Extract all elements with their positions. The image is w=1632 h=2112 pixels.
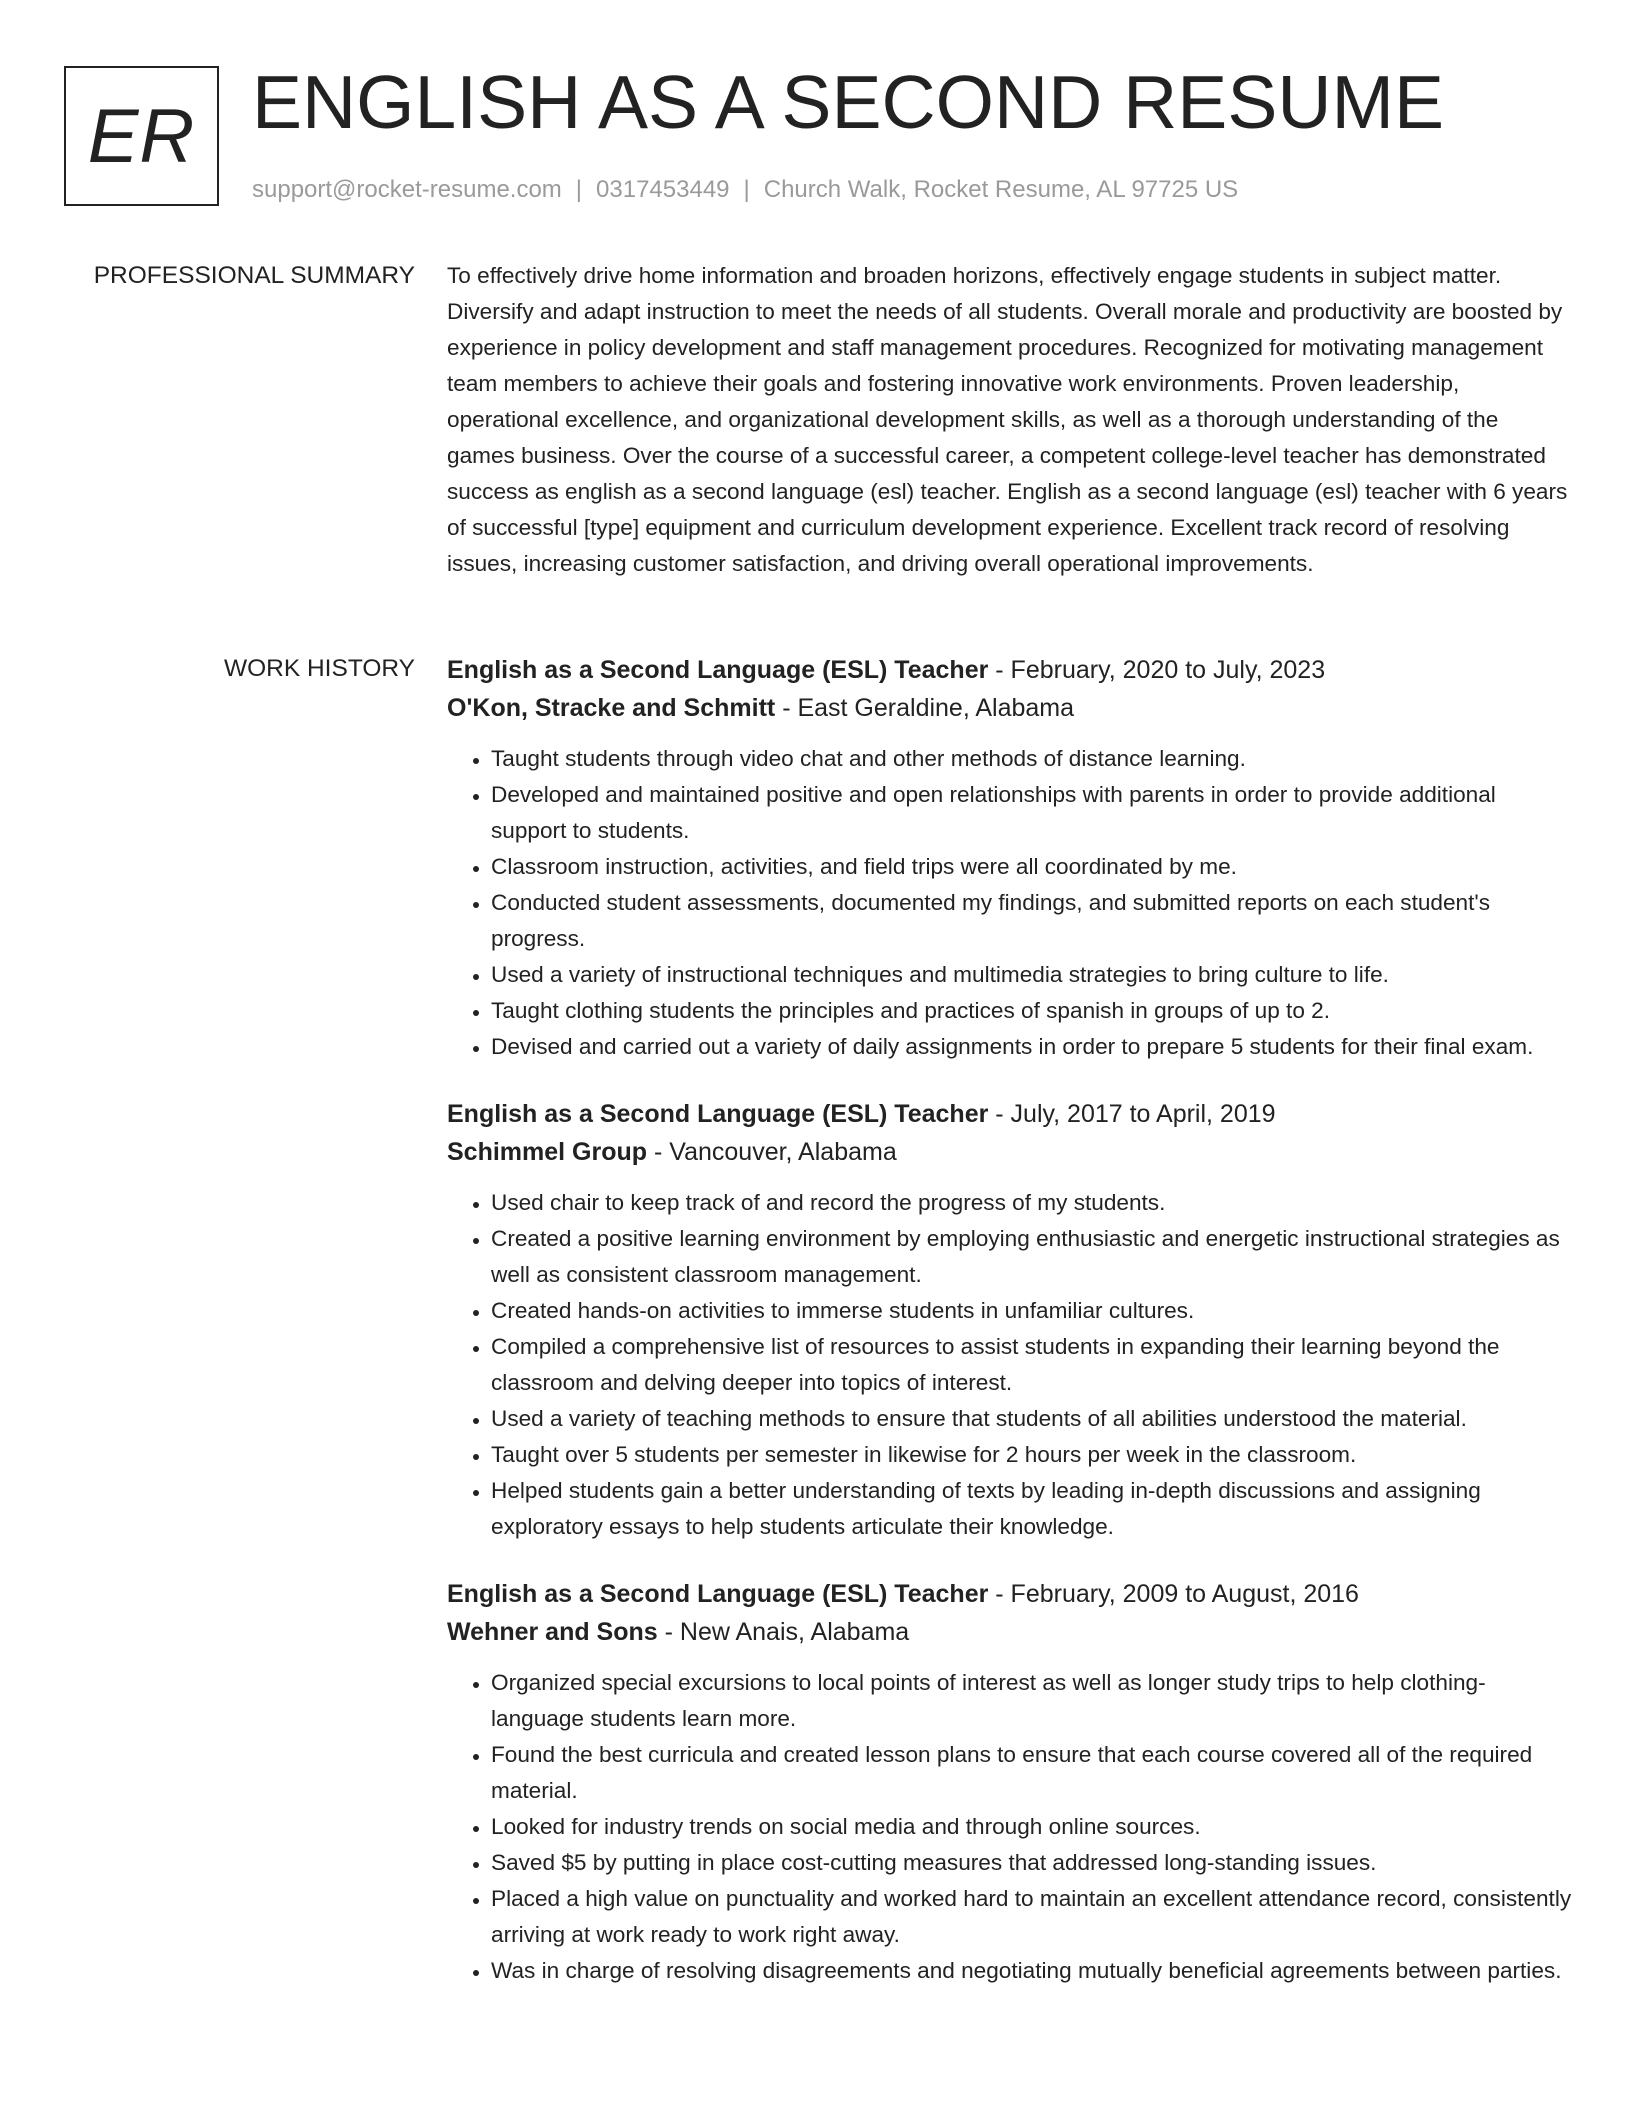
job-entry bbox=[447, 651, 1572, 1065]
job-entry bbox=[447, 1575, 1572, 1989]
job-dates: - July, 2017 to April, 2019 bbox=[988, 1100, 1276, 1128]
job-bullet-list bbox=[447, 741, 1572, 1065]
job-bullet: • Helped students gain a better understanding of texts by leading in-depth discussions and assigning exploratory essays to help students articulate their knowledge. bbox=[491, 1473, 1572, 1545]
job-location: - Vancouver, Alabama bbox=[647, 1138, 897, 1166]
contact-address: Church Walk, Rocket Resume, AL 97725 US bbox=[763, 176, 1239, 203]
summary-text: To effectively drive home information and broaden horizons, effectively engage students in subject matter. Diversify and adapt instruction to meet the needs of all students. Overall morale and productivity are boosted by experience in policy development and staff management procedures. Recognized for motivating management team members to achieve their goals and fostering innovative work environments. Proven leadership, operational excellence, and organizational development skills, as well as a thorough understanding of the games business. Over the course of a successful career, a competent college-level teacher has demonstrated success as english as a second language (esl) teacher. English as a second language (esl) teacher with 6 years of successful [type] equipment and curriculum development experience. Excellent track record of resolving issues, increasing customer satisfaction, and driving overall operational improvements. bbox=[447, 263, 1568, 576]
summary-heading: PROFESSIONAL SUMMARY bbox=[93, 262, 415, 289]
job-bullet: • Taught students through video chat and other methods of distance learning. bbox=[491, 741, 1572, 777]
job-company-line bbox=[447, 1613, 1572, 1651]
job-bullet: • Compiled a comprehensive list of resources to assist students in expanding their learning beyond the classroom and delving deeper into topics of interest. bbox=[491, 1329, 1572, 1401]
contact-phone: 0317453449 bbox=[596, 176, 730, 203]
job-title: English as a Second Language (ESL) Teacher bbox=[447, 656, 989, 684]
job-title: English as a Second Language (ESL) Teacher bbox=[447, 1580, 989, 1608]
job-bullet: • Organized special excursions to local points of interest as well as longer study trips to help clothing-language students learn more. bbox=[491, 1665, 1572, 1737]
job-bullet: • Used chair to keep track of and record the progress of my students. bbox=[491, 1185, 1572, 1221]
job-company: Wehner and Sons bbox=[447, 1618, 658, 1646]
contact-line bbox=[252, 174, 1238, 206]
job-bullet: • Was in charge of resolving disagreements and negotiating mutually beneficial agreements between parties. bbox=[491, 1953, 1572, 1989]
work-history-heading: WORK HISTORY bbox=[223, 655, 415, 682]
job-bullet: • Taught clothing students the principles and practices of spanish in groups of up to 2. bbox=[491, 993, 1572, 1029]
job-title-line bbox=[447, 1575, 1572, 1613]
job-bullet: • Saved $5 by putting in place cost-cutting measures that addressed long-standing issues. bbox=[491, 1845, 1572, 1881]
job-company-line bbox=[447, 689, 1572, 727]
job-bullet: • Used a variety of teaching methods to ensure that students of all abilities understood the material. bbox=[491, 1401, 1572, 1437]
job-bullet: • Classroom instruction, activities, and field trips were all coordinated by me. bbox=[491, 849, 1572, 885]
job-title: English as a Second Language (ESL) Teacher bbox=[447, 1100, 989, 1128]
contact-email: support@rocket-resume.com bbox=[252, 176, 562, 203]
job-company: Schimmel Group bbox=[447, 1138, 648, 1166]
job-entry bbox=[447, 1095, 1572, 1545]
job-bullet: • Conducted student assessments, documented my findings, and submitted reports on each student's progress. bbox=[491, 885, 1572, 957]
job-bullet: • Developed and maintained positive and open relationships with parents in order to provide additional support to students. bbox=[491, 777, 1572, 849]
job-bullet: • Placed a high value on punctuality and worked hard to maintain an excellent attendance record, consistently arriving at work ready to work right away. bbox=[491, 1881, 1572, 1953]
job-location: - New Anais, Alabama bbox=[657, 1618, 910, 1646]
resume-name: ENGLISH AS A SECOND RESUME bbox=[252, 60, 1445, 144]
job-bullet: • Used a variety of instructional techniques and multimedia strategies to bring culture to life. bbox=[491, 957, 1572, 993]
job-company-line bbox=[447, 1133, 1572, 1171]
job-location: - East Geraldine, Alabama bbox=[775, 694, 1075, 722]
job-bullet-list bbox=[447, 1665, 1572, 1989]
job-bullet: • Taught over 5 students per semester in likewise for 2 hours per week in the classroom. bbox=[491, 1437, 1572, 1473]
job-title-line bbox=[447, 1095, 1572, 1133]
job-bullet: • Created a positive learning environment by employing enthusiastic and energetic instructional strategies as well as consistent classroom management. bbox=[491, 1221, 1572, 1293]
job-dates: - February, 2009 to August, 2016 bbox=[988, 1580, 1359, 1608]
job-bullet: • Created hands-on activities to immerse students in unfamiliar cultures. bbox=[491, 1293, 1572, 1329]
work-history-body bbox=[447, 651, 1572, 2019]
job-company: O'Kon, Stracke and Schmitt bbox=[447, 694, 776, 722]
job-bullet: • Found the best curricula and created lesson plans to ensure that each course covered all of the required material. bbox=[491, 1737, 1572, 1809]
job-bullet-list bbox=[447, 1185, 1572, 1545]
monogram-logo: ER bbox=[64, 66, 219, 206]
contact-separator: | bbox=[575, 176, 583, 203]
job-bullet: • Devised and carried out a variety of daily assignments in order to prepare 5 students for their final exam. bbox=[491, 1029, 1572, 1065]
job-dates: - February, 2020 to July, 2023 bbox=[988, 656, 1326, 684]
summary-body bbox=[447, 258, 1572, 582]
contact-separator: | bbox=[743, 176, 750, 203]
job-title-line bbox=[447, 651, 1572, 689]
job-bullet: • Looked for industry trends on social media and through online sources. bbox=[491, 1809, 1572, 1845]
